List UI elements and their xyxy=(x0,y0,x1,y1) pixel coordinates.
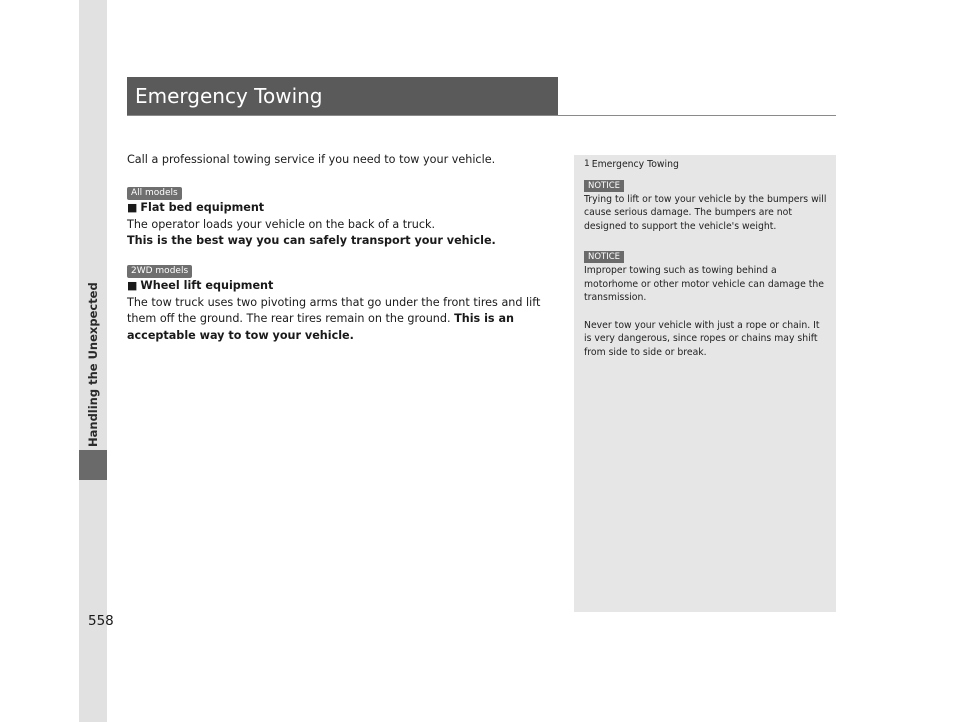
section-bold-text: This is an acceptable way to tow your vehicle. xyxy=(127,312,514,342)
notice-text: Improper towing such as towing behind a motorhome or other motor vehicle can damage the transmission. xyxy=(584,265,824,303)
sidebar-panel xyxy=(574,155,836,612)
sidebar-footer-text: Never tow your vehicle with just a rope or chain. It is very dangerous, since ropes or chains may shift from side to side or break. xyxy=(584,319,820,358)
page-number: 558 xyxy=(88,613,114,629)
section-wheel-lift xyxy=(127,262,557,345)
square-bullet-icon: ■ xyxy=(127,279,138,292)
intro-text: Call a professional towing service if you need to tow your vehicle. xyxy=(127,153,496,166)
section-text: The tow truck uses two pivoting arms that go under the front tires and lift them off the ground. The rear tires remain on the ground. xyxy=(127,295,541,325)
section-heading xyxy=(127,200,557,217)
sidebar-title xyxy=(584,158,828,172)
section-tab-bottom xyxy=(79,480,107,722)
page-title: Emergency Towing xyxy=(127,77,558,115)
reference-icon: 1 xyxy=(584,159,590,169)
section-bold-text: This is the best way you can safely transport your vehicle. xyxy=(127,234,496,247)
model-badge: 2WD models xyxy=(127,265,192,278)
square-bullet-icon: ■ xyxy=(127,201,138,214)
section-paragraph xyxy=(127,295,557,345)
section-heading-text: Flat bed equipment xyxy=(140,201,265,214)
main-content xyxy=(127,152,557,344)
title-divider xyxy=(127,115,836,116)
section-heading-text: Wheel lift equipment xyxy=(140,279,274,292)
section-label: Handling the Unexpected xyxy=(86,282,100,448)
sidebar-title-text: Emergency Towing xyxy=(591,159,679,170)
section-flat-bed xyxy=(127,184,557,250)
notice-badge: NOTICE xyxy=(584,251,624,263)
section-heading xyxy=(127,278,557,295)
model-badge: All models xyxy=(127,187,182,200)
notice-badge: NOTICE xyxy=(584,180,624,192)
notice-text: Trying to lift or tow your vehicle by the bumpers will cause serious damage. The bumpers are not designed to support the vehicle's weight. xyxy=(584,193,827,232)
section-text: The operator loads your vehicle on the back of a truck. xyxy=(127,217,436,231)
